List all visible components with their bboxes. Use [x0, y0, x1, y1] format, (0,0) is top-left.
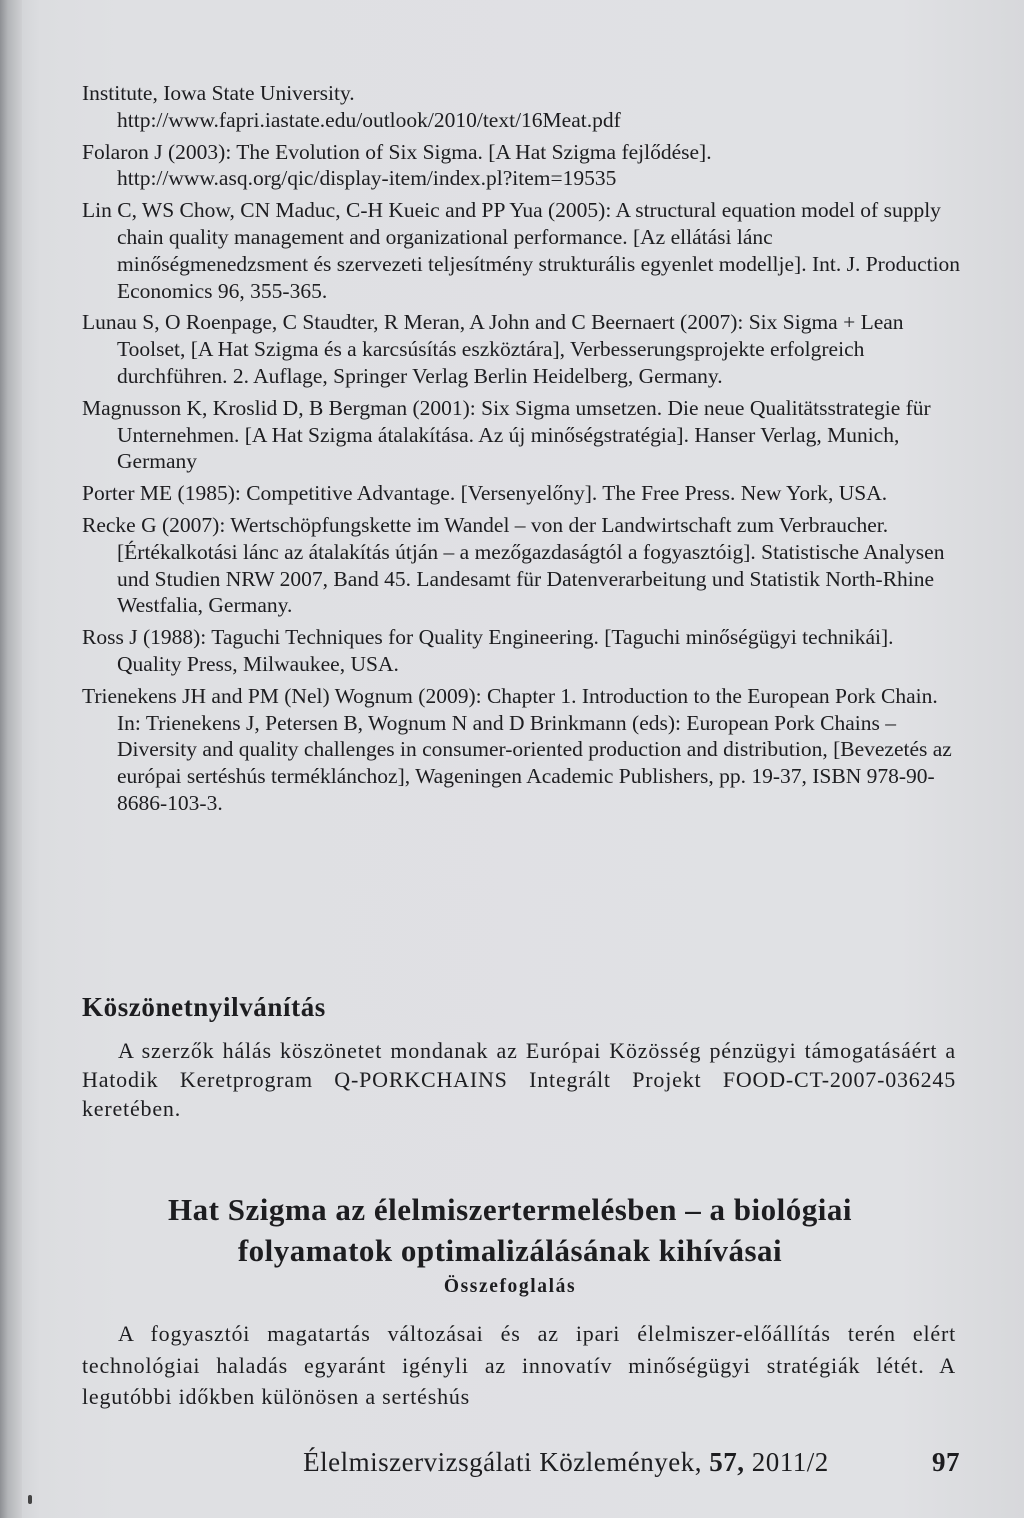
book-spine-shadow	[0, 0, 22, 1518]
reference-item: Lunau S, O Roenpage, C Staudter, R Meran, A John and C Beernaert (2007): Six Sigma + Lean Toolset, [A Hat Szigma és a karcsúsítás eszköztára], Verbesserungsprojekte erfolgreich durchführen. 2. Auflage, Springer Verlag Berlin Heidelberg, Germany.	[82, 310, 904, 388]
reference-url: http://www.asq.org/qic/display-item/index.pl?item=19535	[117, 166, 617, 191]
reference-item: Lin C, WS Chow, CN Maduc, C-H Kueic and PP Yua (2005): A structural equation model of supply chain quality management and organizational performance. [Az ellátási lánc minőségmenedzsment és szervezeti teljesítmény strukturális egyenlet modellje]. Int. J. Production Economics 96, 355-365.	[82, 198, 961, 303]
reference-item	[82, 80, 962, 134]
reference-item: Trienekens JH and PM (Nel) Wognum (2009): Chapter 1. Introduction to the European Pork Chain. In: Trienekens J, Petersen B, Wognum N and D Brinkmann (eds): European Pork Chains – Diversity and quality challenges in consumer-oriented production and distribution, [Bevezetés az európai sertéshús terméklánchoz], Wageningen Academic Publishers, pp. 19-37, ISBN 978-90-8686-103-3.	[82, 683, 952, 815]
summary-title-line-2: folyamatok optimalizálásának kihívásai	[237, 1233, 783, 1268]
reference-item: Ross J (1988): Taguchi Techniques for Quality Engineering. [Taguchi minőségügyi technikái]. Quality Press, Milwaukee, USA.	[82, 625, 894, 676]
summary-title-line-1: Hat Szigma az élelmiszertermelésben – a biológiai	[168, 1192, 852, 1227]
reference-list	[82, 80, 962, 822]
acknowledgement-heading: Köszönetnyilvánítás	[82, 992, 326, 1022]
reference-text: Folaron J (2003): The Evolution of Six Sigma. [A Hat Szigma fejlődése].	[82, 139, 712, 164]
journal-volume: 57,	[709, 1447, 745, 1477]
reference-item: Porter ME (1985): Competitive Advantage. [Versenyelőny]. The Free Press. New York, USA.	[82, 481, 888, 506]
reference-item: Magnusson K, Kroslid D, B Bergman (2001): Six Sigma umsetzen. Die neue Qualitätsstrategie für Unternehmen. [A Hat Szigma átalakítása. Az új minőségstratégia]. Hanser Verlag, Munich, Germany	[82, 395, 931, 474]
acknowledgement-paragraph: A szerzők hálás köszönetet mondanak az Európai Közösség pénzügyi támogatásáért a Hatodik Keretprogram Q-PORKCHAINS Integrált Projekt FOOD-CT-2007-036245 keretében.	[82, 1038, 956, 1121]
journal-issue: 2011/2	[751, 1447, 829, 1477]
summary-paragraph: A fogyasztói magatartás változásai és az ipari élelmiszer-előállítás terén elért technológiai haladás egyaránt igényli az innovatív minőségügyi stratégiák létét. A legutóbbi időkben különösen a sertéshús	[82, 1321, 956, 1409]
reference-item	[82, 139, 962, 193]
reference-url: http://www.fapri.iastate.edu/outlook/2010/text/16Meat.pdf	[117, 107, 621, 132]
reference-text: Institute, Iowa State University.	[82, 81, 355, 105]
reference-item: Recke G (2007): Wertschöpfungskette im Wandel – von der Landwirtschaft zum Verbraucher. [Értékalkotási lánc az átalakítás útján – a mezőgazdaságtól a fogyasztóig]. Statistische Analysen und Studien NRW 2007, Band 45. Landesamt für Datenverarbeitung und Statistik North-Rhine Westfalia, Germany.	[82, 512, 945, 618]
page-footer	[0, 1447, 960, 1478]
journal-name: Élelmiszervizsgálati Közlemények,	[303, 1447, 702, 1477]
page-number: 97	[932, 1447, 960, 1477]
summary-title	[60, 1189, 960, 1271]
summary-subtitle: Összefoglalás	[443, 1276, 577, 1297]
margin-mark	[28, 1495, 32, 1504]
